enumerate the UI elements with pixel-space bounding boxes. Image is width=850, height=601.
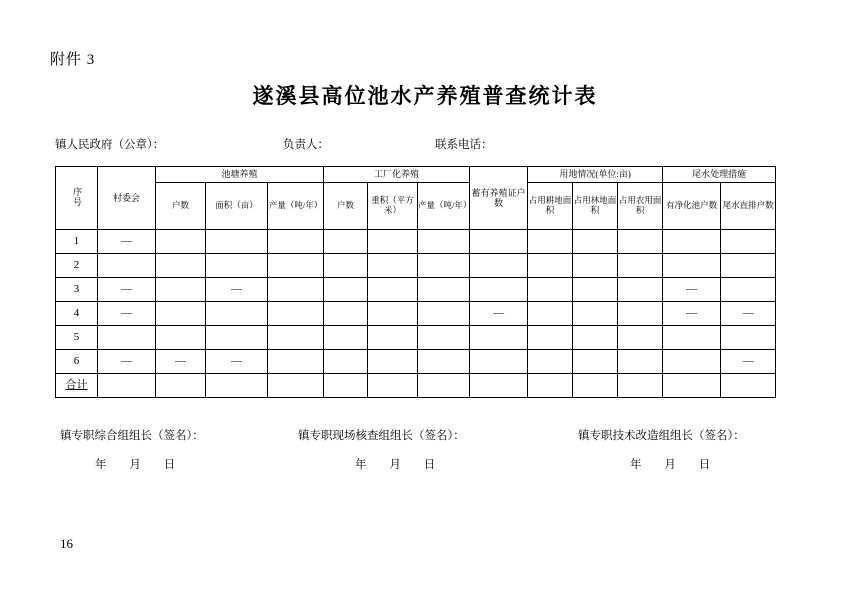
cell-seq: 2: [56, 254, 98, 278]
cell-total-land-forest[interactable]: [573, 374, 618, 398]
cell-factory-households[interactable]: [324, 278, 368, 302]
cell-waste-direct[interactable]: [721, 326, 776, 350]
cell-factory-area[interactable]: [368, 302, 418, 326]
cell-pond-output[interactable]: [268, 350, 324, 374]
cell-total-factory-output[interactable]: [418, 374, 470, 398]
cell-total-village[interactable]: [98, 374, 156, 398]
date-field-verification-group: 年 月 日: [355, 459, 446, 471]
cell-factory-area[interactable]: [368, 230, 418, 254]
header-factory-output: 产量（吨/年）: [418, 183, 470, 230]
cell-factory-output[interactable]: [418, 254, 470, 278]
form-meta-row: [55, 136, 775, 152]
cell-land-farm[interactable]: [528, 302, 573, 326]
cell-factory-area[interactable]: [368, 278, 418, 302]
header-group-factory: 工厂化养殖: [324, 167, 470, 183]
cell-pond-output[interactable]: [268, 326, 324, 350]
cell-total-pond-output[interactable]: [268, 374, 324, 398]
cell-factory-output[interactable]: [418, 350, 470, 374]
header-land-farm: 占用耕地面积: [528, 183, 573, 230]
cell-village[interactable]: [98, 326, 156, 350]
header-cert: [470, 167, 528, 230]
cell-land-farm[interactable]: [528, 230, 573, 254]
cell-pond-area[interactable]: [206, 326, 268, 350]
cell-waste-direct[interactable]: —: [721, 350, 776, 374]
cell-seq: 4: [56, 302, 98, 326]
date-comprehensive-group: 年 月 日: [95, 459, 186, 471]
signature-field-verification-group: 镇专职现场核查组组长（签名）：: [298, 430, 465, 442]
cell-pond-output[interactable]: [268, 254, 324, 278]
cell-total-land-other[interactable]: [618, 374, 663, 398]
cell-waste-purify[interactable]: —: [663, 278, 721, 302]
cell-cert[interactable]: [470, 326, 528, 350]
cell-village[interactable]: —: [98, 350, 156, 374]
cell-cert[interactable]: [470, 254, 528, 278]
cell-pond-households[interactable]: [156, 326, 206, 350]
cell-village[interactable]: [98, 254, 156, 278]
cell-pond-output[interactable]: [268, 302, 324, 326]
cell-seq: 3: [56, 278, 98, 302]
table-header-sub-row: [56, 183, 776, 230]
cell-waste-direct[interactable]: —: [721, 302, 776, 326]
date-row: [55, 456, 815, 472]
cell-seq: 5: [56, 326, 98, 350]
cell-total-label: 合计: [56, 374, 98, 398]
header-waste-direct: 尾水直排户数: [721, 183, 776, 230]
cell-factory-output[interactable]: [418, 230, 470, 254]
cell-land-forest[interactable]: [573, 230, 618, 254]
cell-cert[interactable]: [470, 350, 528, 374]
cell-waste-direct[interactable]: [721, 278, 776, 302]
cell-factory-output[interactable]: [418, 278, 470, 302]
cell-cert[interactable]: [470, 278, 528, 302]
cell-factory-area[interactable]: [368, 254, 418, 278]
signature-row: [55, 427, 815, 443]
header-factory-area: 重积（平方米）: [368, 183, 418, 230]
cell-land-forest[interactable]: [573, 350, 618, 374]
table-total-row: [56, 374, 776, 398]
header-pond-households: 户数: [156, 183, 206, 230]
cell-pond-output[interactable]: [268, 230, 324, 254]
cell-seq: 6: [56, 350, 98, 374]
table-row: [56, 326, 776, 350]
cell-waste-purify[interactable]: [663, 326, 721, 350]
cell-land-farm[interactable]: [528, 326, 573, 350]
cell-waste-purify[interactable]: [663, 350, 721, 374]
cell-pond-area[interactable]: [206, 230, 268, 254]
cell-pond-households[interactable]: [156, 302, 206, 326]
cell-factory-households[interactable]: [324, 230, 368, 254]
cell-factory-households[interactable]: [324, 326, 368, 350]
survey-table: [55, 166, 776, 398]
table-row: [56, 350, 776, 374]
cell-pond-area[interactable]: —: [206, 278, 268, 302]
cell-factory-output[interactable]: [418, 326, 470, 350]
cell-factory-households[interactable]: [324, 302, 368, 326]
cell-village[interactable]: —: [98, 302, 156, 326]
page-title: 遂溪县高位池水产养殖普查统计表: [252, 84, 598, 108]
header-pond-area: 面积（亩）: [206, 183, 268, 230]
cell-pond-area[interactable]: [206, 302, 268, 326]
table-row: [56, 278, 776, 302]
cell-pond-area[interactable]: —: [206, 350, 268, 374]
cell-factory-households[interactable]: [324, 350, 368, 374]
cell-waste-purify[interactable]: [663, 254, 721, 278]
cell-pond-area[interactable]: [206, 254, 268, 278]
cell-total-factory-area[interactable]: [368, 374, 418, 398]
cell-total-waste-purify[interactable]: [663, 374, 721, 398]
cell-cert[interactable]: [470, 230, 528, 254]
cell-pond-households[interactable]: [156, 278, 206, 302]
cell-land-other[interactable]: [618, 302, 663, 326]
cell-total-waste-direct[interactable]: [721, 374, 776, 398]
cell-factory-output[interactable]: [418, 302, 470, 326]
cell-total-pond-households[interactable]: [156, 374, 206, 398]
cell-waste-purify[interactable]: [663, 230, 721, 254]
cell-land-forest[interactable]: [573, 278, 618, 302]
header-group-pond: 池塘养殖: [156, 167, 324, 183]
cell-total-land-farm[interactable]: [528, 374, 573, 398]
cell-waste-purify[interactable]: —: [663, 302, 721, 326]
cell-land-other[interactable]: [618, 278, 663, 302]
header-waste-purify: 有净化池户数: [663, 183, 721, 230]
cell-land-other[interactable]: [618, 326, 663, 350]
cell-total-pond-area[interactable]: [206, 374, 268, 398]
meta-person-in-charge: 负责人：: [283, 139, 329, 151]
meta-government: 镇人民政府（公章）：: [55, 139, 165, 151]
table-header-group-row: [56, 167, 776, 183]
cell-total-cert[interactable]: [470, 374, 528, 398]
header-seq: [56, 167, 98, 230]
signature-comprehensive-group: 镇专职综合组组长（签名）：: [60, 430, 204, 442]
header-group-land: 用地情况(单位:亩): [528, 167, 663, 183]
header-cert-label: 蓄有养殖证户数: [471, 187, 526, 208]
cell-land-forest[interactable]: [573, 254, 618, 278]
attachment-label: 附件 3: [50, 52, 96, 68]
table-row: [56, 230, 776, 254]
header-land-other: 占用农用面积: [618, 183, 663, 230]
date-technical-renovation-group: 年 月 日: [630, 459, 721, 471]
meta-contact-phone: 联系电话：: [435, 139, 493, 151]
cell-factory-area[interactable]: [368, 326, 418, 350]
cell-land-farm[interactable]: [528, 350, 573, 374]
cell-waste-direct[interactable]: [721, 254, 776, 278]
cell-pond-households[interactable]: [156, 254, 206, 278]
cell-seq: 1: [56, 230, 98, 254]
cell-land-other[interactable]: [618, 230, 663, 254]
cell-cert[interactable]: —: [470, 302, 528, 326]
cell-pond-households[interactable]: —: [156, 350, 206, 374]
cell-land-farm[interactable]: [528, 254, 573, 278]
page-number: 16: [60, 536, 73, 551]
header-village: 村委会: [98, 167, 156, 230]
table-row: [56, 302, 776, 326]
cell-land-other[interactable]: [618, 254, 663, 278]
cell-pond-output[interactable]: [268, 278, 324, 302]
cell-land-forest[interactable]: [573, 302, 618, 326]
cell-land-other[interactable]: [618, 350, 663, 374]
cell-village[interactable]: —: [98, 278, 156, 302]
header-factory-households: 户数: [324, 183, 368, 230]
header-land-forest: 占用林地面积: [573, 183, 618, 230]
cell-pond-households[interactable]: [156, 230, 206, 254]
signature-technical-renovation-group: 镇专职技术改造组组长（签名）：: [578, 430, 745, 442]
header-pond-output: 产量（吨/年）: [268, 183, 324, 230]
cell-factory-area[interactable]: [368, 350, 418, 374]
cell-village[interactable]: —: [98, 230, 156, 254]
header-group-waste: 尾水处理措施: [663, 167, 776, 183]
header-seq-label: 序号: [72, 186, 82, 207]
cell-land-forest[interactable]: [573, 326, 618, 350]
cell-factory-households[interactable]: [324, 254, 368, 278]
cell-waste-direct[interactable]: [721, 230, 776, 254]
cell-land-farm[interactable]: [528, 278, 573, 302]
cell-total-factory-households[interactable]: [324, 374, 368, 398]
table-row: [56, 254, 776, 278]
